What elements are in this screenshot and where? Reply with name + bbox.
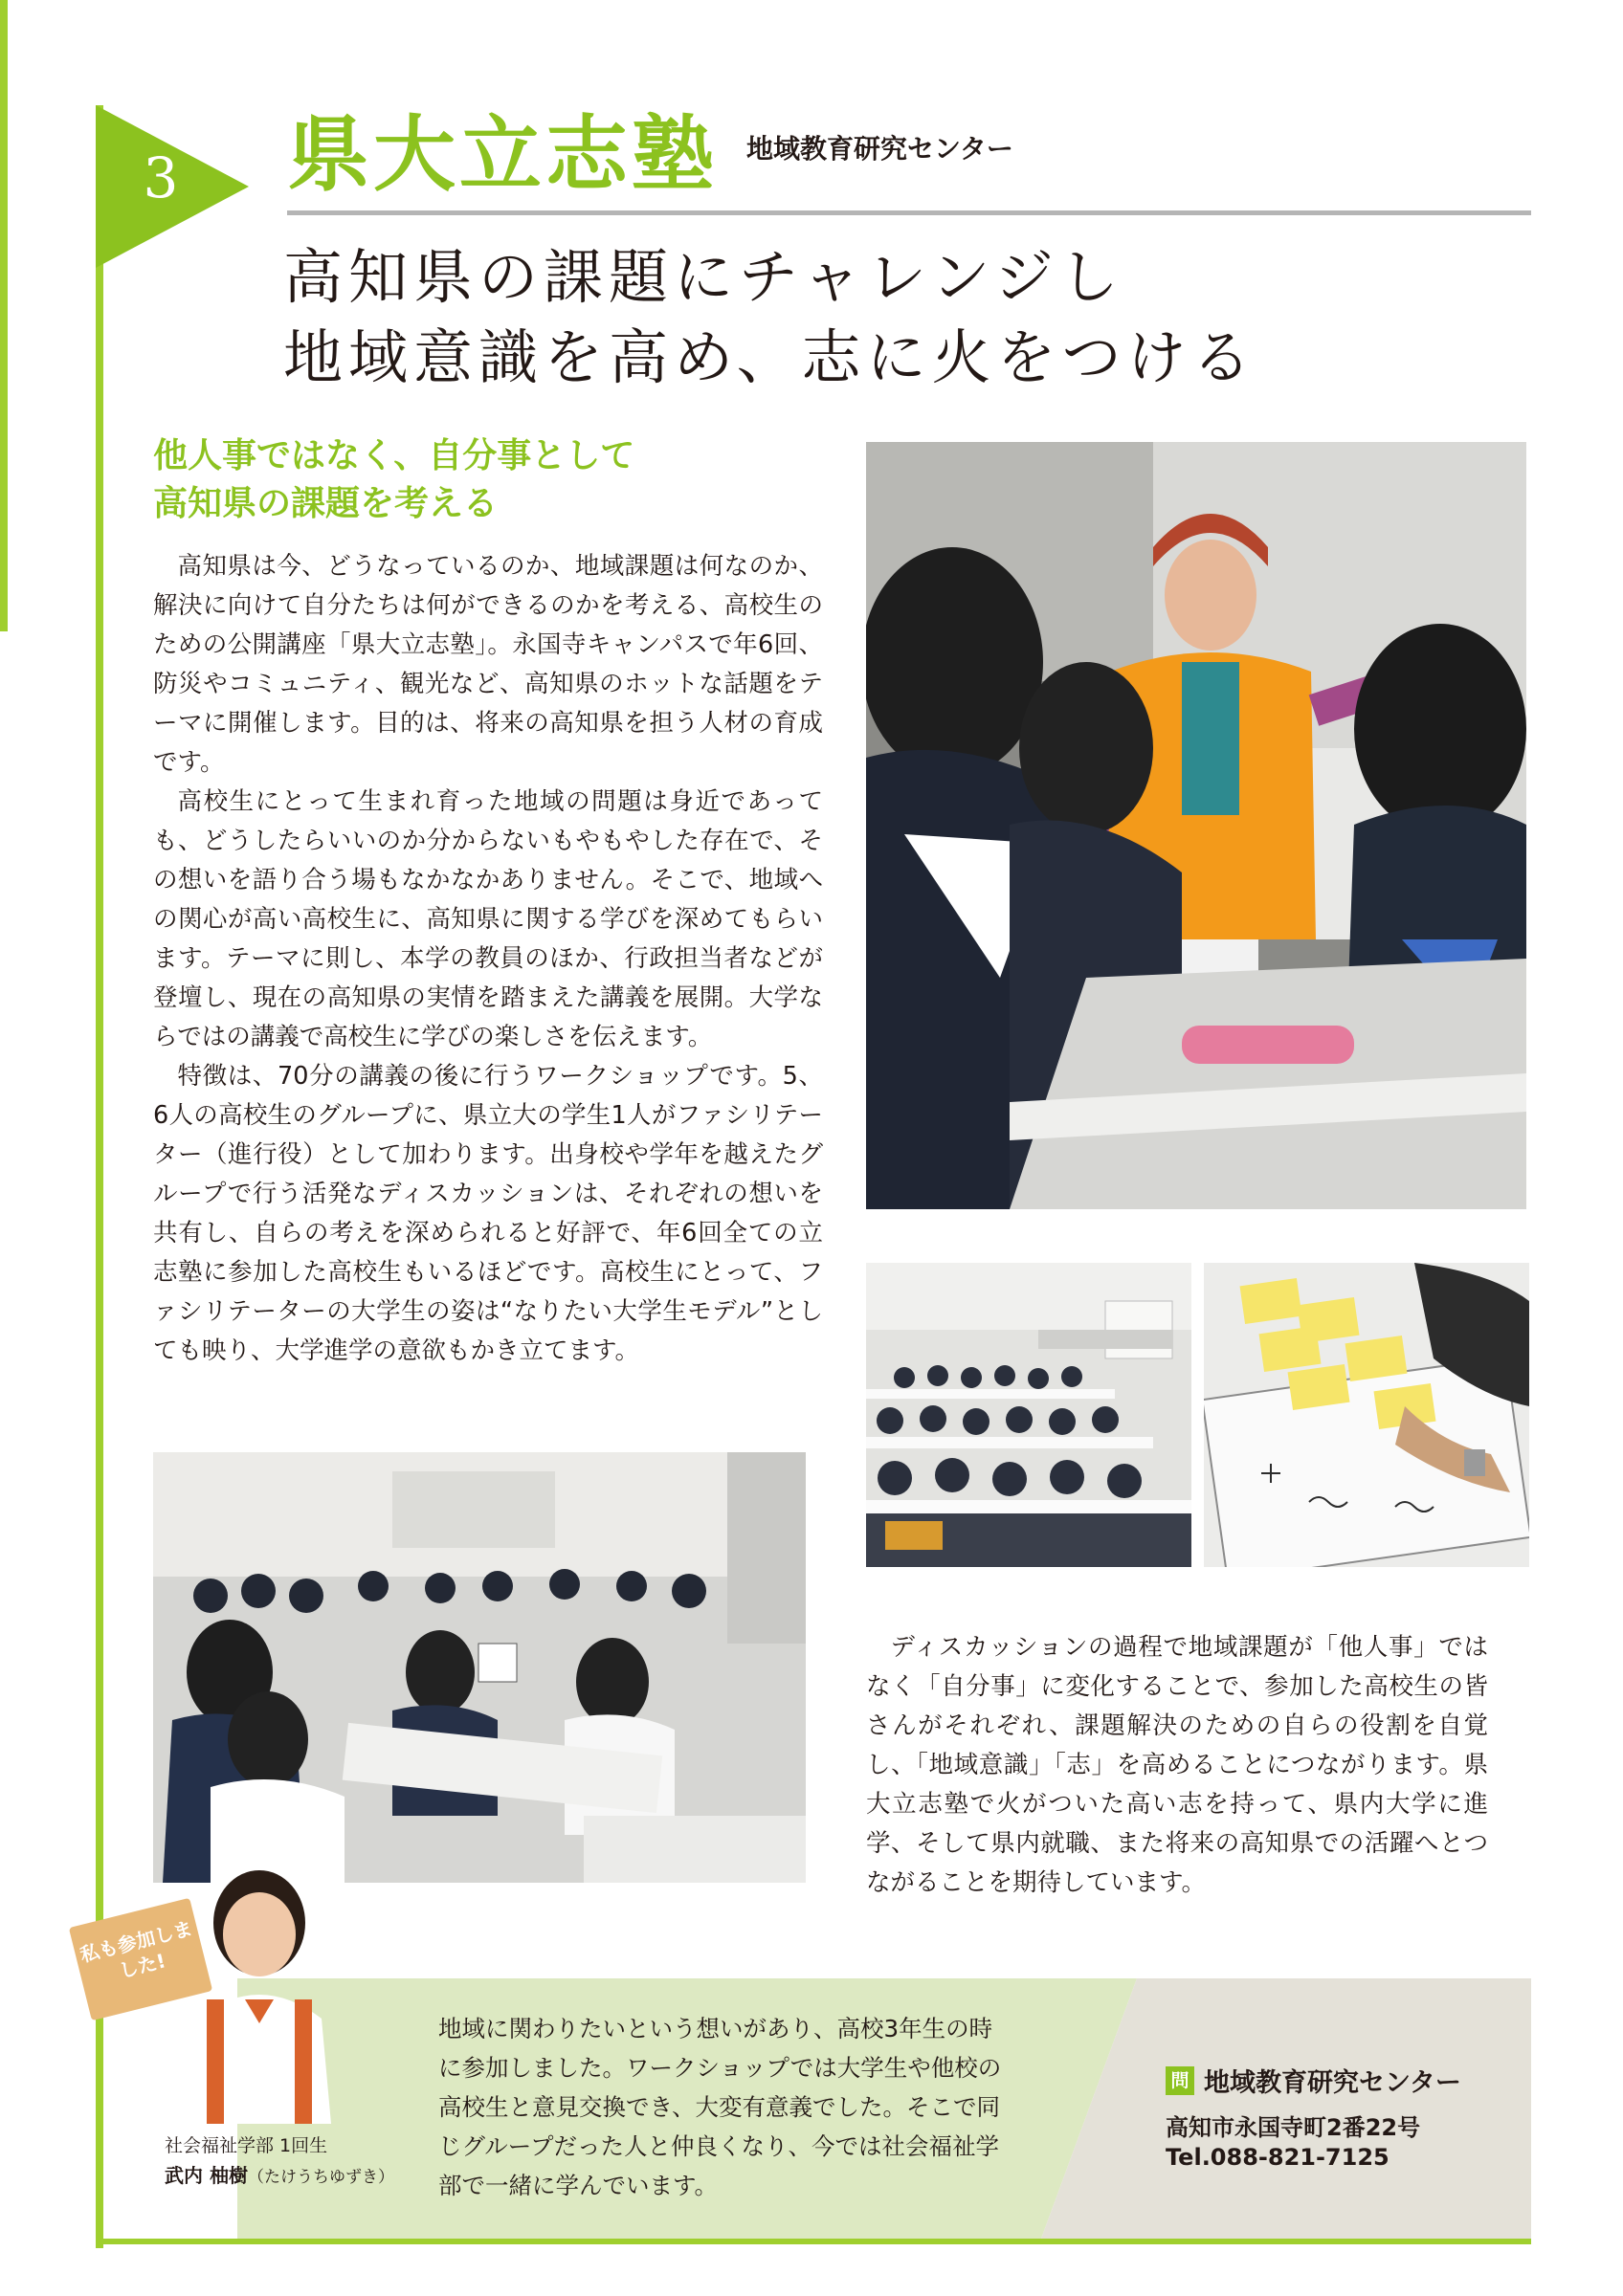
student-department: 社会福祉学部 1回生 xyxy=(165,2135,328,2156)
body-paragraph: 特徴は、70分の講義の後に行うワークショップです。5、6人の高校生のグループに、県立大の学生1人がファシリテーター（進行役）として加わります。出身校や学年を越えたグループで行う活発なディスカッションは、それぞれの想いを共有し、自らの考えを深められると好評で、年6回全ての立志塾に参加した高校生もいるほどです。高校生にとって、ファシリテーターの大学生の姿は“なりたい大学生モデル”としても映り、大学進学の意欲もかき立てます。 xyxy=(153,1062,823,1365)
contact-tel: Tel.088-821-7125 xyxy=(1166,2144,1390,2171)
closing-paragraph: ディスカッションの過程で地域課題が「他人事」ではなく「自分事」に変化することで、参加した高校生の皆さんがそれぞれ、課題解決のための自らの役割を自覚し、「地域意識」「志」を高めることにつながります。県大立志塾で火がついた高い志を持って、県内大学に進学、そして県内就職、また将来の高知県での活躍へとつながることを期待しています。 xyxy=(866,1633,1488,1897)
contact-heading xyxy=(1166,2062,1461,2099)
subhead-line-2: 高知県の課題を考える xyxy=(153,484,499,523)
article-subhead xyxy=(153,432,634,528)
student-name: 武内 柚樹 xyxy=(165,2164,248,2187)
org-label: 地域教育研究センター xyxy=(746,133,1013,165)
sticky-notes-photo xyxy=(1204,1263,1529,1567)
page-title: 県大立志塾 xyxy=(287,107,718,203)
lecture-hall-photo xyxy=(866,1263,1191,1567)
group-discussion-photo xyxy=(153,1452,806,1883)
section-number: 3 xyxy=(143,145,179,210)
contact-block xyxy=(1166,2062,1461,2171)
body-paragraph: 高校生にとって生まれ育った地域の問題は身近であっても、どうしたらいいのか分からないもやもやした存在で、その想いを語り合う場もなかなかありません。そこで、地域への関心が高い高校生に、高知県に関する学びを深めてもらいます。テーマに則し、本学の教員のほか、行政担当者などが登壇し、現在の高知県の実情を踏まえた講義を展開。大学ならではの講義で高校生に学びの楽しさを伝えます。 xyxy=(153,787,823,1051)
headline xyxy=(283,237,1257,398)
student-quote: 地域に関わりたいという想いがあり、高校3年生の時に参加しました。ワークショップでは大学生や他校の高校生と意見交換でき、大変有意義でした。そこで同じグループだった人と仲良くなり、今では社会福祉学部で一緒に学んでいます。 xyxy=(438,2015,1002,2199)
inquiry-icon: 問 xyxy=(1166,2066,1194,2095)
section-number-flag xyxy=(96,105,249,268)
contact-org: 地域教育研究センター xyxy=(1204,2068,1461,2098)
subhead-line-1: 他人事ではなく、自分事として xyxy=(153,436,635,475)
body-paragraph: 高知県は今、どうなっているのか、地域課題は何なのか、解決に向けて自分たちは何ができるのかを考える、高校生のための公開講座「県大立志塾」。永国寺キャンパスで年6回、防災やコミュニティ、観光など、高知県のホットな話題をテーマに開催します。目的は、将来の高知県を担う人材の育成です。 xyxy=(153,552,823,777)
headline-line-2: 地域意識を高め、志に火をつける xyxy=(283,322,1257,392)
closing-text xyxy=(866,1628,1488,1903)
bottom-border-rule xyxy=(96,2239,1531,2244)
contact-address: 高知市永国寺町2番22号 xyxy=(1166,2114,1421,2141)
joined-badge: 私も参加しました! xyxy=(69,1898,212,2020)
title-divider xyxy=(287,210,1531,215)
article-body xyxy=(153,547,823,1371)
student-name-line xyxy=(165,2160,394,2188)
headline-line-1: 高知県の課題にチャレンジし xyxy=(283,242,1125,312)
student-name-reading: （たけうちゆずき） xyxy=(247,2168,394,2187)
lecture-photo xyxy=(866,442,1526,1209)
page-edge-marker xyxy=(0,0,8,631)
